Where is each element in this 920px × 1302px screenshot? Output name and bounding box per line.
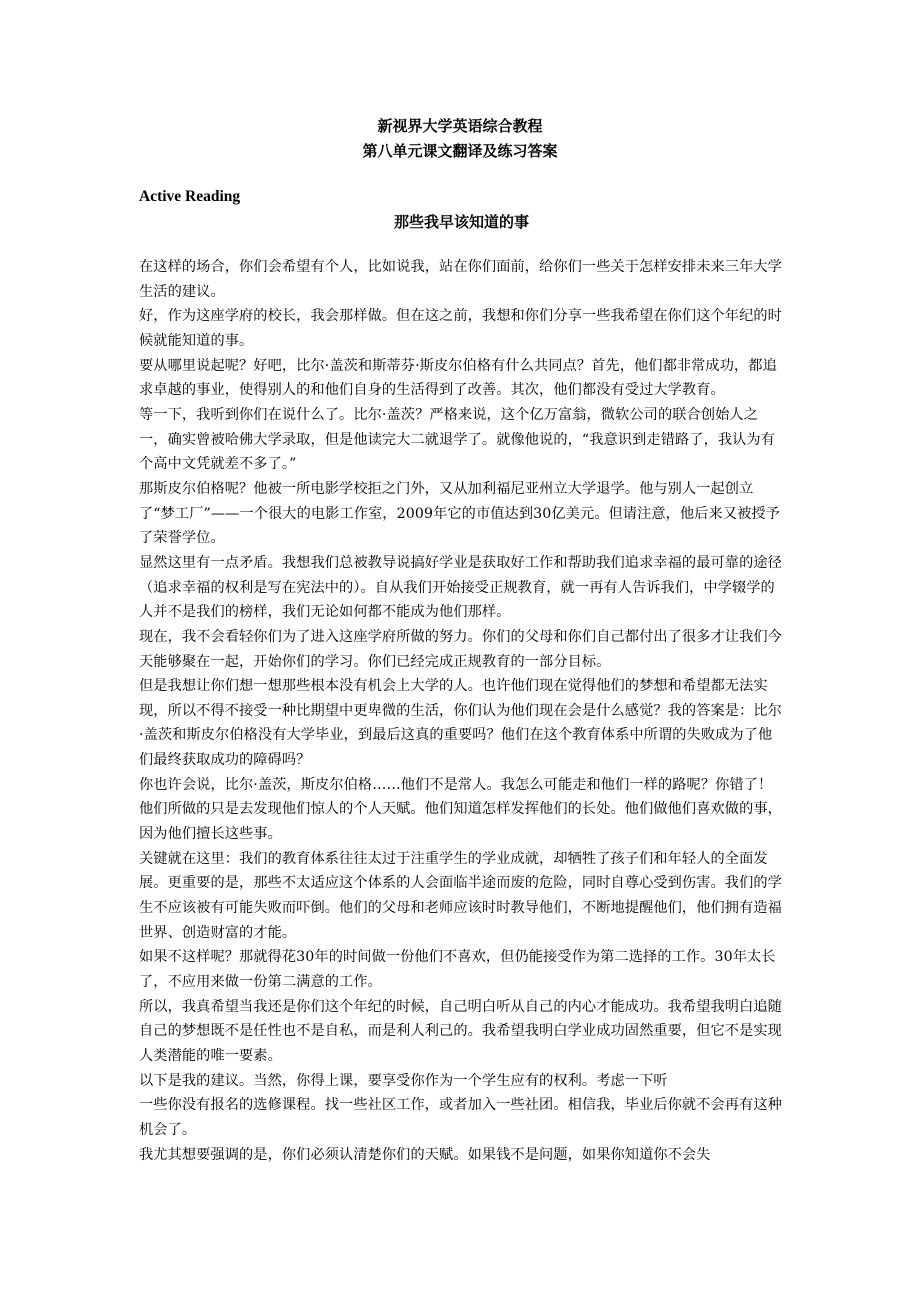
paragraph: 以下是我的建议。当然，你得上课，要享受你作为一个学生应有的权利。考虑一下听 <box>139 1072 668 1089</box>
section-heading: Active Reading <box>139 188 241 205</box>
document-subtitle: 第八单元课文翻译及练习答案 <box>362 142 558 160</box>
document-title: 新视界大学英语综合教程 <box>377 117 543 135</box>
paragraph: 现在，我不会看轻你们为了进入这座学府所做的努力。你们的父母和你们自己都付出了很多才让我们今天能够聚在一起，开始你们的学习。你们已经完成正规教育的一部分目标。 <box>139 628 782 670</box>
paragraph: 等一下，我听到你们在说什么了。比尔·盖茨？严格来说，这个亿万富翁，微软公司的联合创始人之一，确实曾被哈佛大学录取，但是他读完大二就退学了。就像他说的，“我意识到走错路了，我认为有个高中文凭就差不多了。” <box>139 406 776 473</box>
article-title: 那些我早该知道的事 <box>393 213 529 231</box>
paragraph: 我尤其想要强调的是，你们必须认清楚你们的天赋。如果钱不是问题，如果你知道你不会失 <box>139 1146 711 1163</box>
paragraph: 所以，我真希望当我还是你们这个年纪的时候，自己明白听从自己的内心才能成功。我希望我明白追随自己的梦想既不是任性也不是自私，而是利人利己的。我希望我明白学业成功固然重要，但它不是实现人类潜能的唯一要素。 <box>139 998 782 1064</box>
paragraph: 你也许会说，比尔·盖茨，斯皮尔伯格……他们不是常人。我怎么可能走和他们一样的路呢？你错了！他们所做的只是去发现他们惊人的个人天赋。他们知道怎样发挥他们的长处。他们做他们喜欢做的事，因为他们擅长这些事。 <box>139 776 782 843</box>
paragraph: 但是我想让你们想一想那些根本没有机会上大学的人。也许他们现在觉得他们的梦想和希望都无法实现，所以不得不接受一种比期望中更卑微的生活，你们认为他们现在会是什么感觉？我的答案是：比尔·盖茨和斯皮尔伯格没有大学毕业，到最后这真的重要吗？他们在这个教育体系中所谓的失败成为了他们最终获取成功的障碍吗？ <box>139 678 782 769</box>
paragraph: 在这样的场合，你们会希望有个人，比如说我，站在你们面前，给你们一些关于怎样安排未来三年大学生活的建议。 <box>139 259 782 300</box>
article-body <box>139 255 784 1167</box>
paragraph: 显然这里有一点矛盾。我想我们总被教导说搞好学业是获取好工作和帮助我们追求幸福的最可靠的途径（追求幸福的权利是写在宪法中的）。自从我们开始接受正规教育，就一再有人告诉我们，中学辍学的人并不是我们的榜样，我们无论如何都不能成为他们那样。 <box>139 554 782 621</box>
paragraph: 如果不这样呢？那就得花30年的时间做一份他们不喜欢，但仍能接受作为第二选择的工作。30年太长了，不应用来做一份第二满意的工作。 <box>139 949 776 991</box>
paragraph: 好，作为这座学府的校长，我会那样做。但在这之前，我想和你们分享一些我希望在你们这个年纪的时候就能知道的事。 <box>139 308 782 349</box>
paragraph: 要从哪里说起呢？好吧，比尔·盖茨和斯蒂芬·斯皮尔伯格有什么共同点？首先，他们都非常成功，都追求卓越的事业，使得别人的和他们自身的生活得到了改善。其次，他们都没有受过大学教育。 <box>139 357 777 399</box>
paragraph: 一些你没有报名的选修课程。找一些社区工作，或者加入一些社团。相信我，毕业后你就不会再有这种机会了。 <box>139 1097 782 1138</box>
paragraph: 关键就在这里：我们的教育体系往往太过于注重学生的学业成就，却牺牲了孩子们和年轻人的全面发展。更重要的是，那些不太适应这个体系的人会面临半途而废的危险，同时自尊心受到伤害。我们的学生不应该被有可能失败而吓倒。他们的父母和老师应该时时教导他们，不断地提醒他们，他们拥有造福世界、创造财富的才能。 <box>139 850 782 941</box>
paragraph: 那斯皮尔伯格呢？他被一所电影学校拒之门外，又从加利福尼亚州立大学退学。他与别人一起创立了“梦工厂”——一个很大的电影工作室，2009年它的市值达到30亿美元。但请注意，他后来又被授予了荣誉学位。 <box>139 480 780 547</box>
